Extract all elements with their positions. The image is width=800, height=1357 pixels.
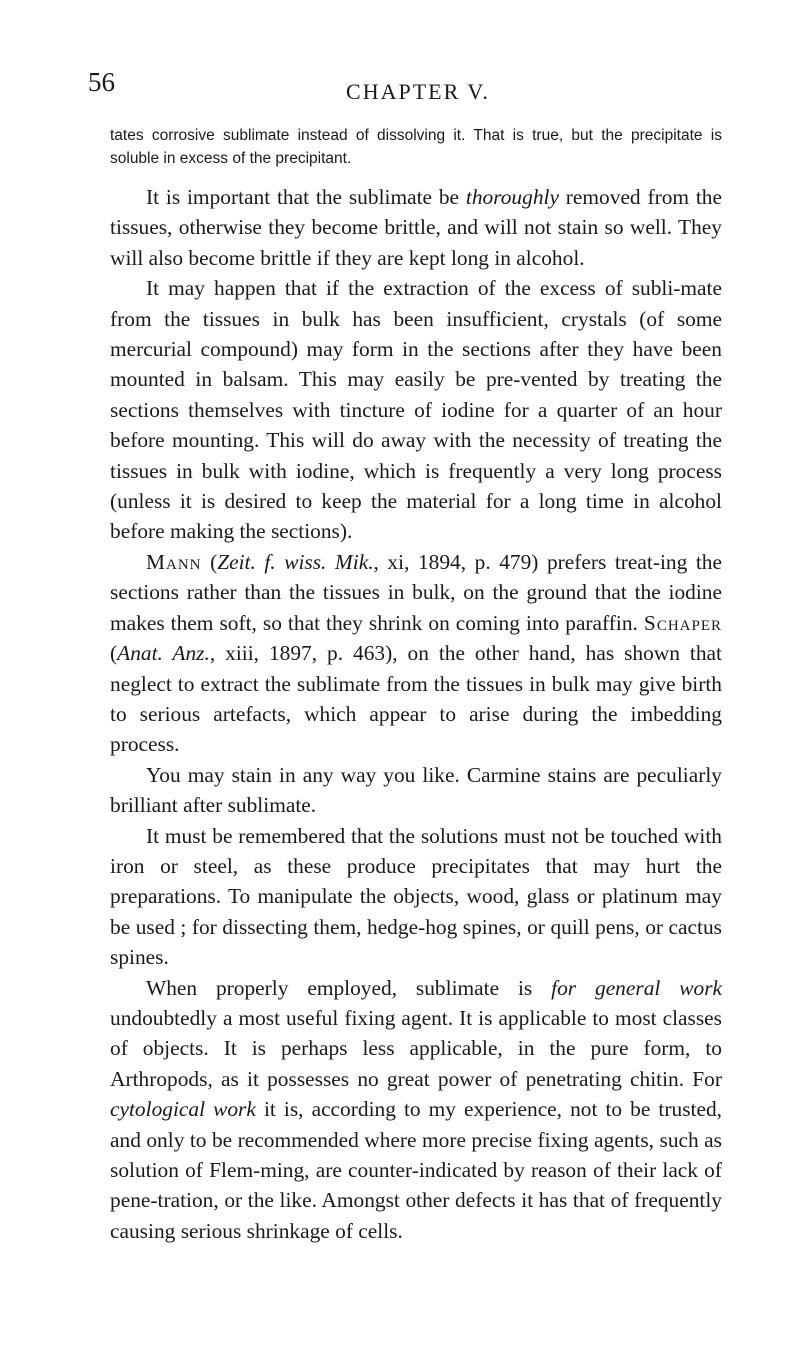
citation-zeit: Zeit. f. wiss. Mik. [217, 549, 374, 574]
paragraph-general-work [110, 973, 722, 1247]
text-run: , xi, 1894, p. 479) prefers treat-ing the sections rather than the tissues in bulk, on the ground that the iodine makes them soft, so that they shrink on coming into paraffin. [110, 549, 722, 635]
text-run: undoubtedly a most useful fixing agent. It is applicable to most classes of objects. It is perhaps less applicable, in the pure form, to Arthropods, as it possesses no great power of penetrating chitin. For [110, 1005, 722, 1091]
text-run: it is, according to my experience, not to be trusted, and only to be recommended where more precise fixing agents, such as solution of Flem-ming, are counter-indicated by reason of their lack of pene-tration, or the like. Amongst other defects it has that of frequently causing serious shrinkage of cells. [110, 1097, 722, 1243]
emphasis-thoroughly: thoroughly [465, 185, 559, 209]
paragraph-crystals: It may happen that if the extraction of the excess of subli-mate from the tissues in bulk has been insufficient, crystals (of some mercurial compound) may form in the sections after they have been mounted in balsam. This may easily be pre-vented by treating the sections themselves with tincture of iodine for a quarter of an hour before mounting. This will do away with the necessity of treating the tissues in bulk with iodine, which is frequently a very long process (unless it is desired to keep the material for a long time in alcohol before making the sections). [110, 276, 722, 544]
chapter-title: CHAPTER V. [346, 79, 490, 104]
body-text [110, 124, 722, 1246]
paragraph-mann-schaper [110, 547, 722, 760]
citation-anat: Anat. Anz. [117, 641, 210, 666]
text-run: removed from the tissues, otherwise they become brittle, and will not stain so well. They will also become brittle if they are kept long in alcohol. [110, 185, 722, 270]
author-schaper: Schaper [643, 610, 722, 635]
paragraph-staining: You may stain in any way you like. Carmine stains are peculiarly brilliant after sublimate. [110, 762, 722, 818]
paragraph-thorough-removal [110, 182, 722, 273]
continuation-paragraph: tates corrosive sublimate instead of dissolving it. That is true, but the precipitate is soluble in excess of the precipitant. [110, 127, 722, 167]
text-run: ( [110, 641, 118, 666]
emphasis-general-work: for general work [551, 975, 723, 1000]
text-run: When properly employed, sublimate is [146, 975, 552, 1000]
paragraph-iron-steel: It must be remembered that the solutions must not be touched with iron or steel, as these produce precipitates that may hurt the preparations. To manipulate the objects, wood, glass or platinum may be used ; for dissecting them, hedge-hog spines, or quill pens, or cactus spines. [110, 823, 722, 970]
emphasis-cytological-work: cytological work [110, 1097, 256, 1122]
page-number: 56 [88, 67, 115, 97]
text-run: ( [201, 549, 218, 574]
author-mann: Mann [146, 549, 202, 574]
text-run: It is important that the sublimate be [146, 185, 466, 209]
text-run: , xiii, 1897, p. 463), on the other hand, has shown that neglect to extract the sublimate from the tissues in bulk may give birth to serious artefacts, which appear to arise during the imbedding process. [110, 641, 722, 757]
running-head [88, 68, 718, 108]
